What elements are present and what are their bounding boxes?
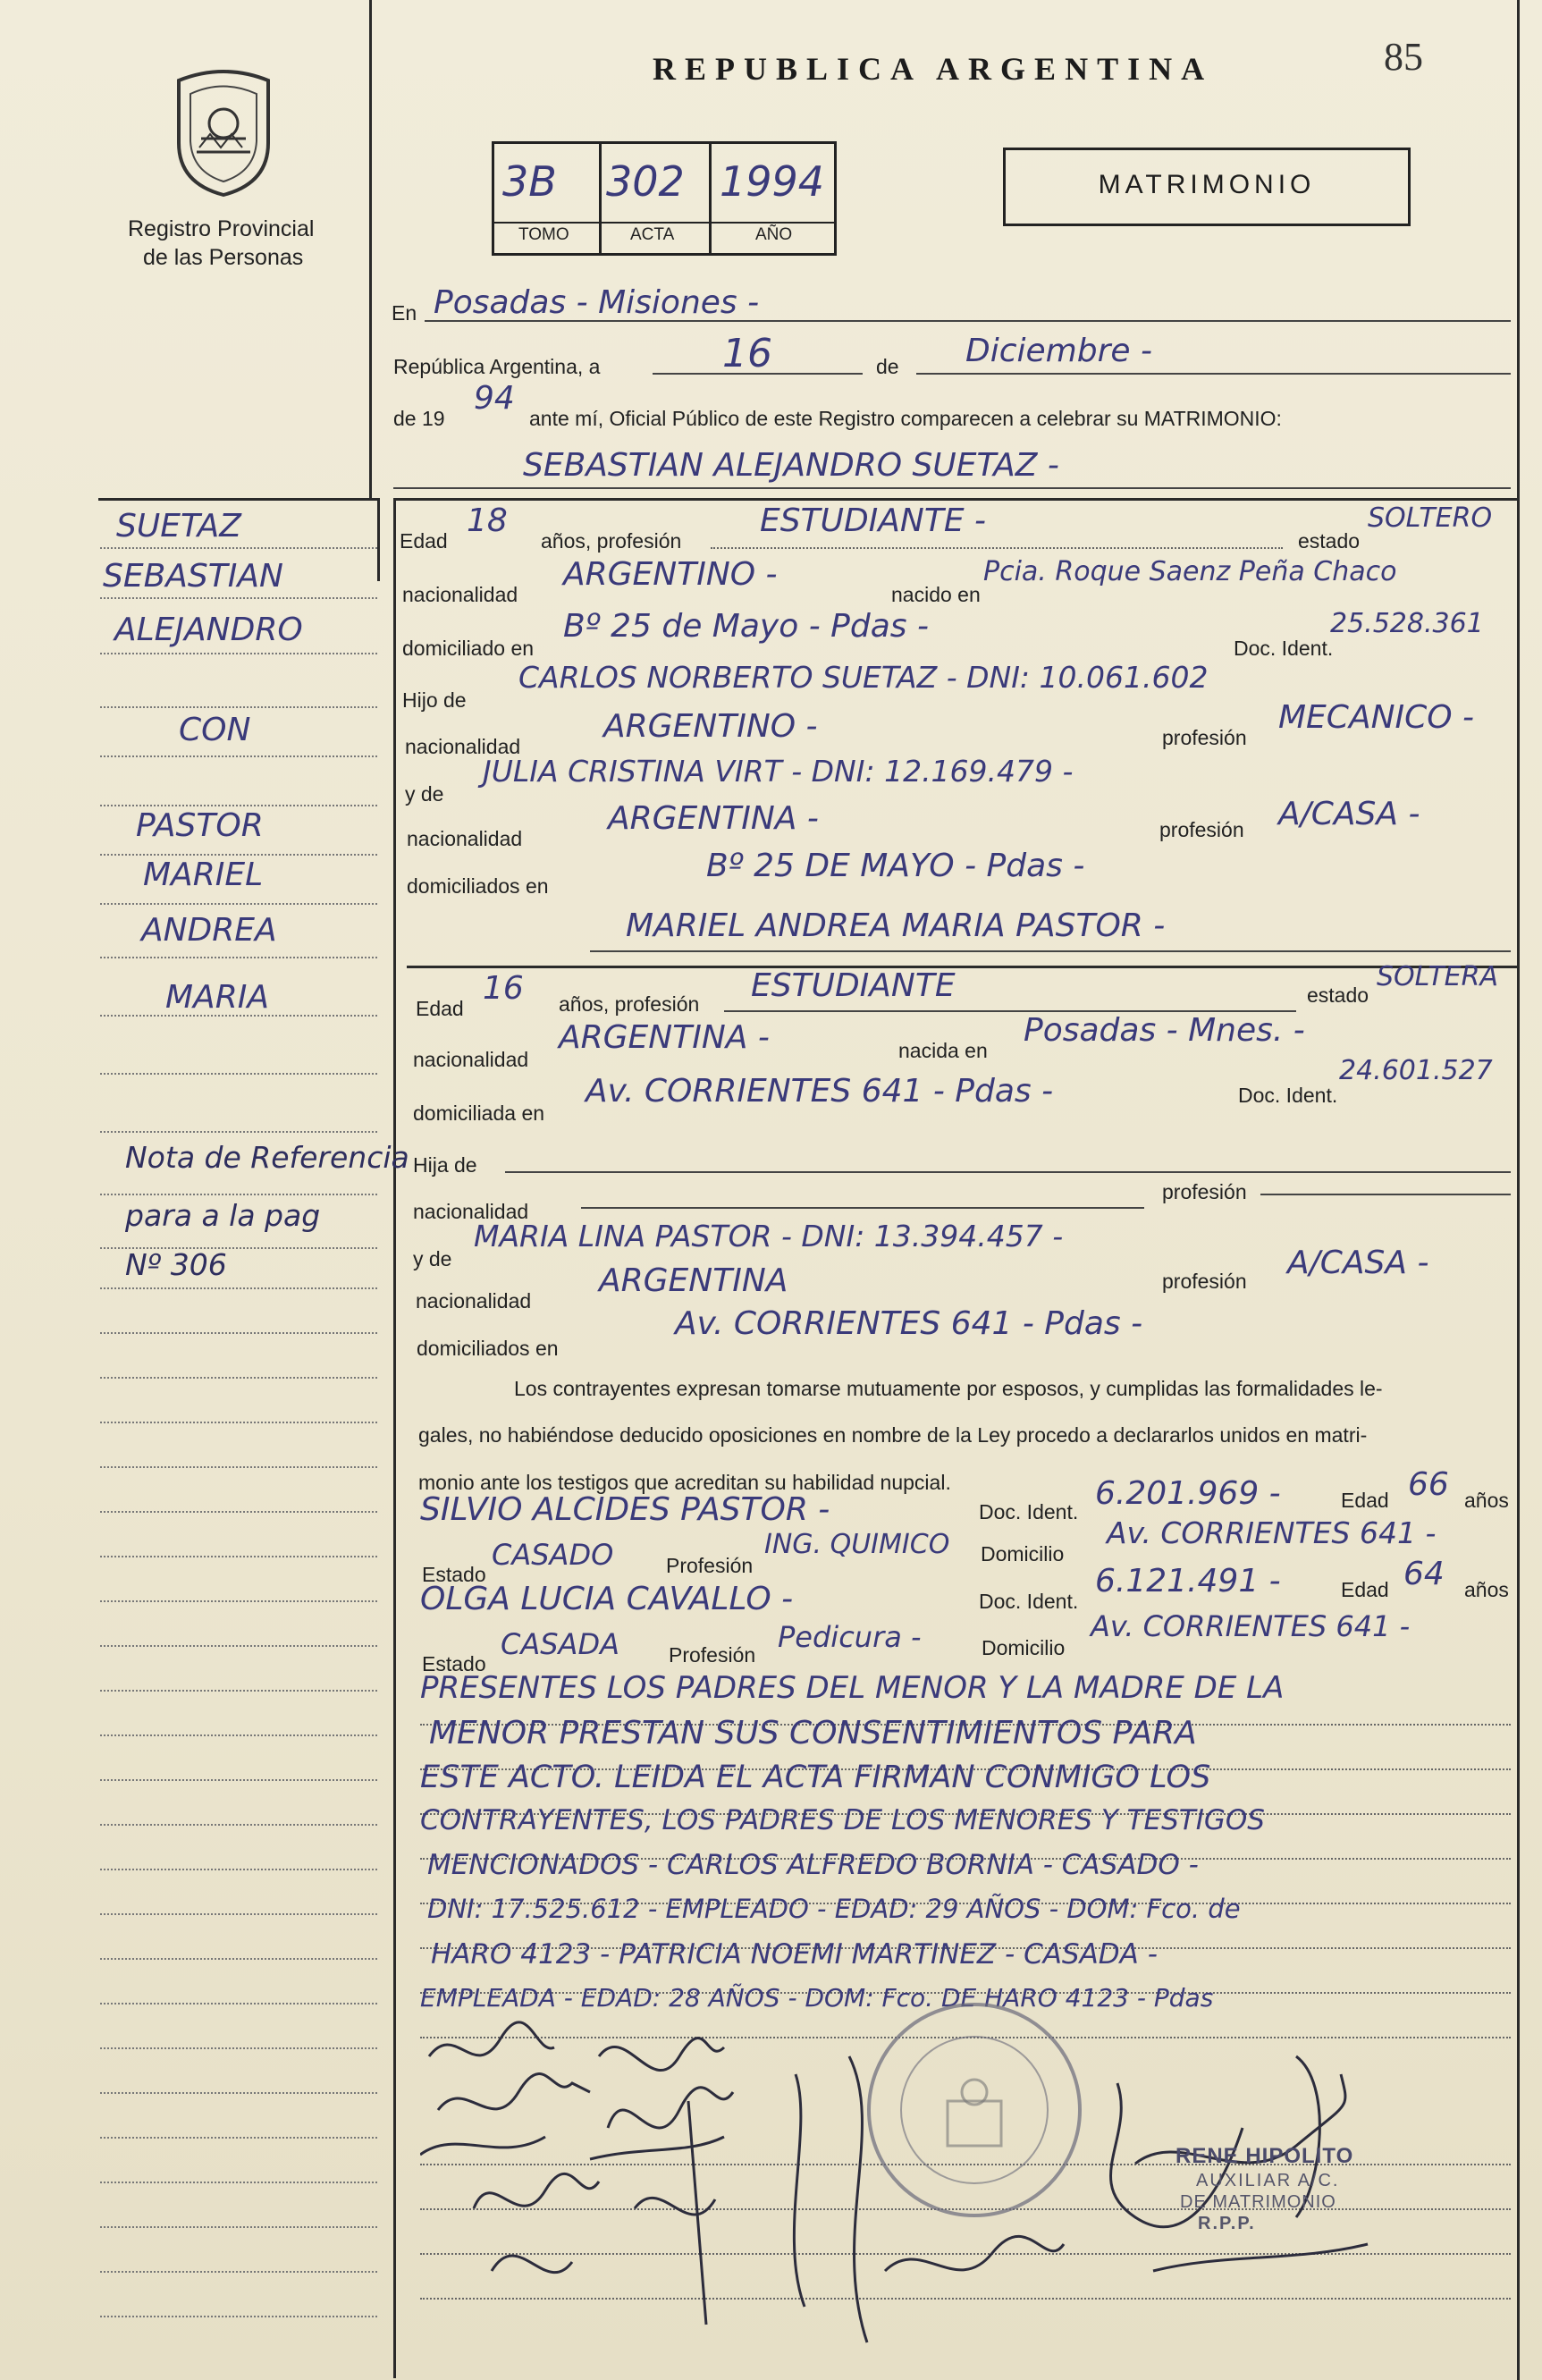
groom-name: SEBASTIAN ALEJANDRO SUETAZ - (523, 447, 1059, 484)
statement-text: ante mí, Oficial Público de este Registro comparecen a celebrar su MATRIMONIO: (529, 407, 1282, 430)
de-label: de (876, 355, 899, 378)
bride-yde-label: y de (413, 1247, 452, 1270)
bride-edad: 16 (483, 970, 524, 1007)
note-line-5: MENCIONADOS - CARLOS ALFREDO BORNIA - CASADO - (427, 1849, 1199, 1881)
groom-madre-nac-label: nacionalidad (407, 827, 523, 850)
sidebar-top-rule (98, 498, 380, 501)
bride-madre-prof: A/CASA - (1287, 1245, 1429, 1281)
bride-section-top-rule (407, 966, 1517, 968)
sidebar-row (100, 1422, 377, 1423)
sidebar-row (100, 2182, 377, 2183)
bride-doc-label: Doc. Ident. (1238, 1084, 1338, 1107)
note-line-1: PRESENTES LOS PADRES DEL MENOR Y LA MADRE DE LA (420, 1670, 1285, 1706)
signatures-icon (420, 2003, 1511, 2360)
month-line (916, 373, 1511, 375)
registrar-stamp-line2: AUXILIAR A/C. (1196, 2171, 1340, 2190)
groom-name-line (393, 487, 1511, 489)
sidebar-row (100, 1377, 377, 1379)
sidebar-row (100, 1690, 377, 1692)
note-line-7: HARO 4123 - PATRICIA NOEMI MARTINEZ - CASADA - (431, 1938, 1158, 1971)
witness2-edad-label: Edad (1341, 1578, 1389, 1601)
bride-domicilio: Av. CORRIENTES 641 - Pdas - (586, 1073, 1054, 1110)
sidebar-name-7: ANDREA (141, 912, 277, 949)
bride-domiciliados-label: domiciliados en (417, 1337, 559, 1360)
bride-nacida-label: nacida en (898, 1039, 988, 1062)
sidebar-row (100, 2003, 377, 2004)
registrar-stamp-line1: RENE HIPOLITO (1175, 2144, 1354, 2168)
witness1-estado: CASADO (492, 1538, 614, 1572)
bride-profesion: ESTUDIANTE (751, 967, 956, 1004)
bride-estado: SOLTERA (1377, 961, 1498, 992)
sidebar-row (100, 1734, 377, 1736)
witness1-estado-label: Estado (422, 1563, 486, 1586)
bride-doc: 24.601.527 (1339, 1055, 1493, 1086)
republica-label: República Argentina, a (393, 355, 601, 378)
sidebar-note-line1: Nota de Referencia (125, 1140, 409, 1175)
acta-label: ACTA (630, 225, 675, 244)
sidebar-row (100, 2092, 377, 2094)
groom-madre: JULIA CRISTINA VIRT - DNI: 12.169.479 - (483, 754, 1074, 789)
witness2-anos-label: años (1464, 1578, 1509, 1601)
sidebar-row (100, 1466, 377, 1468)
groom-hijo-label: Hijo de (402, 688, 467, 712)
sidebar-name-6: MARIEL (143, 857, 264, 893)
sidebar-row (100, 1958, 377, 1960)
record-box-label-rule (492, 222, 834, 224)
sidebar-name-4: CON (179, 712, 251, 748)
sidebar-row (100, 706, 377, 708)
sidebar-row (100, 653, 377, 654)
bride-nacida: Posadas - Mnes. - (1024, 1012, 1305, 1049)
sidebar-name-5: PASTOR (136, 807, 264, 844)
witness1-dom: Av. CORRIENTES 641 - (1107, 1515, 1437, 1550)
sidebar-row (100, 854, 377, 856)
groom-padre-prof-label: profesión (1162, 726, 1247, 749)
witness1-edad: 66 (1408, 1466, 1449, 1503)
groom-padre-prof: MECANICO - (1278, 699, 1475, 736)
groom-padre: CARLOS NORBERTO SUETAZ - DNI: 10.061.602 (518, 660, 1209, 695)
sidebar-row (100, 755, 377, 757)
groom-yde-label: y de (405, 782, 444, 806)
groom-profesion-line (711, 547, 1283, 549)
sidebar-row (100, 2271, 377, 2273)
sidebar-row (100, 597, 377, 599)
bride-padre-line (505, 1171, 1511, 1173)
registry-name-line1: Registro Provincial (128, 216, 315, 241)
groom-profesion: ESTUDIANTE - (760, 502, 987, 539)
groom-profesion-label: años, profesión (541, 529, 682, 553)
tomo-value: 3B (502, 157, 557, 206)
place-value: Posadas - Misiones - (434, 284, 760, 321)
bride-padre-prof-line (1260, 1194, 1511, 1195)
left-margin-line (369, 0, 372, 501)
country-title: REPUBLICA ARGENTINA (653, 51, 1214, 87)
groom-estado: SOLTERO (1368, 502, 1493, 534)
en-label: En (392, 301, 417, 325)
sidebar-name-2: SEBASTIAN (103, 558, 283, 595)
bride-name-line (590, 950, 1511, 952)
bride-padre-nac-label: nacionalidad (413, 1200, 529, 1223)
sidebar-row (100, 1913, 377, 1915)
sidebar-row (100, 957, 377, 958)
groom-nacido: Pcia. Roque Saenz Peña Chaco (983, 556, 1397, 587)
sidebar-row (100, 1287, 377, 1289)
note-line-6: DNI: 17.525.612 - EMPLEADO - EDAD: 29 AÑOS - DOM: Fco. de (427, 1894, 1241, 1924)
column-divider-line (393, 501, 396, 2378)
record-box-divider-2 (709, 141, 712, 253)
groom-doc-label: Doc. Ident. (1234, 637, 1334, 660)
witness2-name: OLGA LUCIA CAVALLO - (420, 1581, 794, 1617)
sidebar-row (100, 1131, 377, 1133)
registrar-stamp-line4: R.P.P. (1198, 2214, 1256, 2233)
sidebar-row (100, 1779, 377, 1781)
bride-madre-nac-label: nacionalidad (416, 1289, 532, 1312)
sidebar-row (100, 2137, 377, 2139)
witness2-dom-label: Domicilio (982, 1636, 1066, 1659)
note-line-3: ESTE ACTO. LEIDA EL ACTA FIRMAN CONMIGO LOS (420, 1760, 1211, 1795)
sidebar-row (100, 1824, 377, 1826)
left-margin-line-lower (377, 501, 380, 581)
note-line-8: EMPLEADA - EDAD: 28 AÑOS - DOM: Fco. DE HARO 4123 - Pdas (420, 1983, 1214, 2013)
groom-domiciliados-label: domiciliados en (407, 874, 549, 898)
sidebar-row (100, 1600, 377, 1602)
year-prefix: de 19 (393, 407, 445, 430)
month-value: Diciembre - (965, 333, 1152, 369)
bride-madre-prof-label: profesión (1162, 1270, 1247, 1293)
sidebar-row (100, 1869, 377, 1870)
sidebar-note-line3: Nº 306 (125, 1247, 227, 1282)
sidebar-row (100, 2047, 377, 2049)
right-margin-line (1517, 0, 1520, 2380)
groom-nacido-label: nacido en (891, 583, 981, 606)
groom-edad-label: Edad (400, 529, 448, 553)
witness1-prof-label: Profesión (666, 1554, 754, 1577)
witness2-doc: 6.121.491 - (1095, 1563, 1281, 1599)
declaration-line1: Los contrayentes expresan tomarse mutuamente por esposos, y cumplidas las formalidades le- (514, 1377, 1383, 1400)
bride-madre: MARIA LINA PASTOR - DNI: 13.394.457 - (474, 1219, 1064, 1253)
bride-nacionalidad: ARGENTINA - (559, 1019, 770, 1056)
bride-name: MARIEL ANDREA MARIA PASTOR - (626, 907, 1166, 944)
witness2-doc-label: Doc. Ident. (979, 1590, 1079, 1613)
groom-madre-prof-label: profesión (1159, 818, 1244, 841)
bride-edad-label: Edad (416, 997, 464, 1020)
witness1-prof: ING. QUIMICO (764, 1529, 950, 1560)
witness1-anos-label: años (1464, 1489, 1509, 1512)
sidebar-row (100, 805, 377, 806)
anio-label: AÑO (755, 225, 793, 244)
witness2-prof: Pedicura - (778, 1620, 922, 1654)
bride-profesion-label: años, profesión (559, 992, 700, 1016)
note-line-2: MENOR PRESTAN SUS CONSENTIMIENTOS PARA (429, 1715, 1197, 1751)
witness1-dom-label: Domicilio (981, 1542, 1065, 1566)
witness1-edad-label: Edad (1341, 1489, 1389, 1512)
witness1-doc-label: Doc. Ident. (979, 1500, 1079, 1523)
page-number: 85 (1384, 35, 1423, 79)
tomo-label: TOMO (518, 225, 569, 244)
sidebar-note-line2: para a la pag (125, 1198, 321, 1233)
note-line-4: CONTRAYENTES, LOS PADRES DE LOS MENORES Y TESTIGOS (420, 1804, 1265, 1836)
sidebar-row (100, 2316, 377, 2317)
doc-type-label: MATRIMONIO (1098, 170, 1316, 199)
witness1-doc: 6.201.969 - (1095, 1475, 1281, 1512)
sidebar-row (100, 1511, 377, 1513)
groom-padre-nac: ARGENTINO - (603, 708, 818, 745)
groom-madre-nac: ARGENTINA - (608, 800, 819, 837)
witness2-edad: 64 (1403, 1556, 1445, 1592)
groom-domiciliados: Bº 25 DE MAYO - Pdas - (706, 848, 1085, 884)
sidebar-row (100, 903, 377, 905)
anio-value: 1994 (720, 157, 825, 206)
sidebar-row (100, 1645, 377, 1647)
registry-name-line2: de las Personas (143, 245, 304, 270)
groom-padre-nac-label: nacionalidad (405, 735, 521, 758)
groom-nacionalidad: ARGENTINO - (563, 556, 778, 593)
day-value: 16 (722, 331, 772, 376)
witness2-dom: Av. CORRIENTES 641 - (1091, 1609, 1411, 1643)
registrar-stamp-line3: DE MATRIMONIO (1180, 2192, 1336, 2212)
witness2-prof-label: Profesión (669, 1643, 756, 1667)
declaration-line2: gales, no habiéndose deducido oposiciones en nombre de la Ley procedo a declararlos unidos en matri- (418, 1423, 1368, 1447)
bride-nac-label: nacionalidad (413, 1048, 529, 1071)
groom-nac-label: nacionalidad (402, 583, 518, 606)
bride-padre-nac-line (581, 1207, 1144, 1209)
sidebar-row (100, 1073, 377, 1075)
bride-estado-label: estado (1307, 983, 1369, 1007)
witness2-estado: CASADA (501, 1627, 619, 1661)
sidebar-row (100, 1332, 377, 1334)
bride-dom-label: domiciliada en (413, 1101, 545, 1125)
groom-dom-label: domiciliado en (402, 637, 535, 660)
bride-padre-prof-label: profesión (1162, 1180, 1247, 1203)
sidebar-row (100, 547, 377, 549)
bride-hija-label: Hija de (413, 1153, 477, 1177)
bride-domiciliados: Av. CORRIENTES 641 - Pdas - (675, 1305, 1143, 1342)
witness1-name: SILVIO ALCIDES PASTOR - (420, 1491, 830, 1528)
record-box-divider-1 (599, 141, 602, 253)
groom-doc: 25.528.361 (1330, 608, 1484, 639)
sidebar-row (100, 1556, 377, 1557)
groom-madre-prof: A/CASA - (1278, 796, 1420, 832)
witness2-estado-label: Estado (422, 1652, 486, 1675)
groom-estado-label: estado (1298, 529, 1361, 553)
sidebar-name-3: ALEJANDRO (114, 612, 303, 648)
acta-value: 302 (606, 157, 685, 206)
declaration-line3: monio ante los testigos que acreditan su habilidad nupcial. (418, 1471, 951, 1494)
sidebar-row (100, 1194, 377, 1195)
groom-section-top-rule (393, 498, 1517, 501)
year-suffix: 94 (474, 380, 515, 417)
groom-edad: 18 (467, 502, 508, 539)
provincial-seal-icon (165, 63, 282, 197)
bride-madre-nac: ARGENTINA (599, 1262, 788, 1299)
groom-domicilio: Bº 25 de Mayo - Pdas - (563, 608, 929, 645)
sidebar-name-8: MARIA (165, 979, 269, 1016)
sidebar-row (100, 2226, 377, 2228)
sidebar-name-1: SUETAZ (116, 508, 241, 544)
